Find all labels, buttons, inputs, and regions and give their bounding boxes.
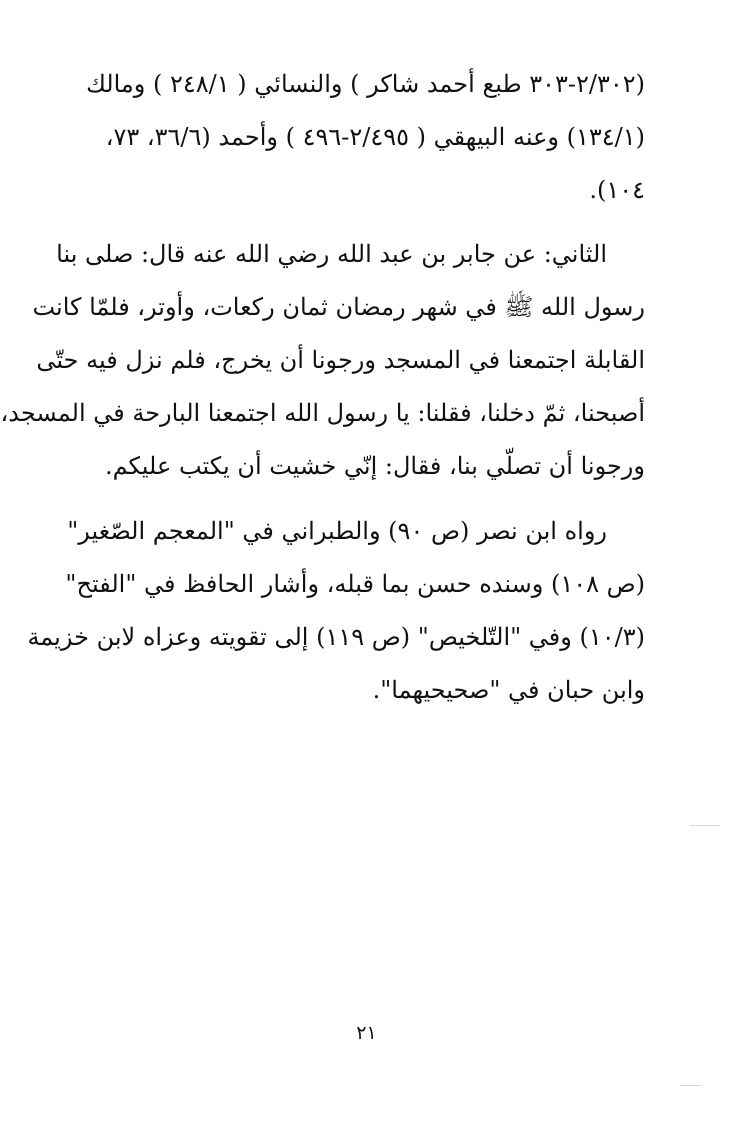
text-line: (١٠/٣) وفي "التّلخيص" (ص ١١٩) إلى تقويته وعزاه لابن خزيمة bbox=[27, 623, 645, 651]
text-line: رواه ابن نصر (ص ٩٠) والطبراني في "المعجم الصّغير" bbox=[67, 517, 607, 545]
text-line: رسول الله ﷺ في شهر رمضان ثمان ركعات، وأوتر، فلمّا كانت bbox=[32, 293, 645, 321]
text-line: وابن حبان في "صحيحيهما". bbox=[372, 676, 645, 704]
text-line: (٢/٣٠٢-٣٠٣ طبع أحمد شاكر ) والنسائي ( ٢٤٨/١ ) ومالك bbox=[86, 70, 645, 98]
citation-paragraph bbox=[70, 58, 645, 217]
text-line: القابلة اجتمعنا في المسجد ورجونا أن يخرج، فلم نزل فيه حتّى bbox=[36, 346, 645, 374]
text-line: أصبحنا، ثمّ دخلنا، فقلنا: يا رسول الله اجتمعنا البارحة في المسجد، bbox=[0, 399, 645, 427]
takhrij-paragraph bbox=[27, 505, 645, 717]
text-line: ١٠٤). bbox=[589, 176, 645, 204]
scan-artifact bbox=[690, 825, 720, 826]
text-line: (١٣٤/١) وعنه البيهقي ( ٢/٤٩٥-٤٩٦ ) وأحمد (٣٦/٦، ٧٣، bbox=[105, 123, 645, 151]
text-line: الثاني: عن جابر بن عبد الله رضي الله عنه قال: صلى بنا bbox=[56, 240, 607, 268]
scan-artifact bbox=[680, 1085, 702, 1086]
hadith-paragraph bbox=[0, 228, 645, 493]
text-line: (ص ١٠٨) وسنده حسن بما قبله، وأشار الحافظ في "الفتح" bbox=[65, 570, 645, 598]
page-number: ٢١ bbox=[356, 1022, 377, 1044]
text-line: ورجونا أن تصلّي بنا، فقال: إنّي خشيت أن يكتب عليكم. bbox=[104, 452, 645, 480]
